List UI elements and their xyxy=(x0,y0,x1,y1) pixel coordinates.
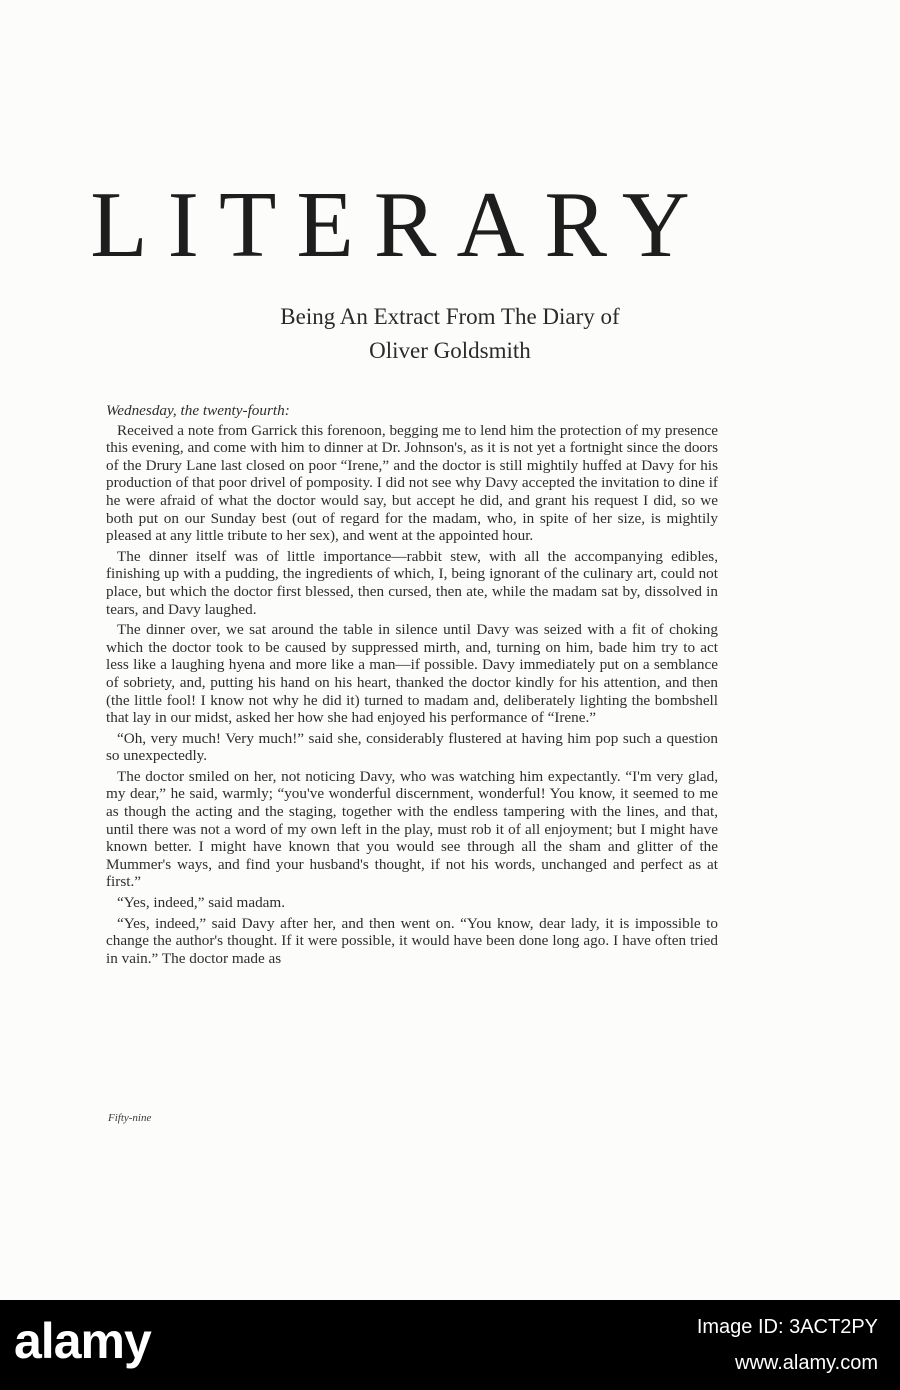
subtitle-line-2: Oliver Goldsmith xyxy=(369,338,531,363)
dateline: Wednesday, the twenty-fourth: xyxy=(106,402,290,419)
paragraph-2: The dinner itself was of little importance—rabbit stew, with all the accompanying edibles, finishing up with a pudding, the ingredients of which, I, being ignorant of the culinary art, could not place, but which the doctor first blessed, then cursed, then ate, while the madam sat by, dissolved in tears, and Davy laughed. xyxy=(106,547,718,618)
paragraph-6: “Yes, indeed,” said madam. xyxy=(117,894,286,912)
paragraph-4: “Oh, very much! Very much!” said she, considerably flustered at having him pop such a question so unexpectedly. xyxy=(106,729,718,765)
alamy-logo: alamy xyxy=(14,1313,151,1369)
paragraph-7: “Yes, indeed,” said Davy after her, and then went on. “You know, dear lady, it is impossible to change the author's thought. If it were possible, it would have been done long ago. I have often tried in vain.” The doctor made as xyxy=(106,914,718,967)
subtitle xyxy=(90,300,810,368)
paragraph-5: The doctor smiled on her, not noticing Davy, who was watching him expectantly. “I'm very glad, my dear,” he said, warmly; “you've wonderful discernment, wonderful! You know, it seemed to me as though the acting and the staging, together with the endless tampering with the lines, and that, until there was not a word of my own left in the play, must rob it of all enjoyment; but I might have known better. I might have known that you would see through all the sham and glitter of the Mummer's ways, and find your husband's thought, if not his words, unchanged and perfect as at first.” xyxy=(106,767,718,891)
article-body xyxy=(106,402,718,970)
page-number: Fifty-nine xyxy=(108,1112,152,1124)
site-url: www.alamy.com xyxy=(735,1352,878,1374)
page-title: LITERARY xyxy=(90,173,710,277)
subtitle-line-1: Being An Extract From The Diary of xyxy=(280,304,620,329)
paragraph-3: The dinner over, we sat around the table in silence until Davy was seized with a fit of choking which the doctor took to be caused by suppressed mirth, and, turning on him, bade him try to act less like a laughing hyena and more like a man—if possible. Davy immediately put on a semblance of sobriety, and, putting his hand on his heart, thanked the doctor kindly for his attention, and then (the little fool! I know not why he did it) turned to madam and, deliberately lighting the bombshell that lay in our midst, asked her how she had enjoyed his performance of “Irene.” xyxy=(106,621,718,727)
image-id-label: Image ID: 3ACT2PY xyxy=(696,1316,878,1338)
watermark-footer xyxy=(0,1300,900,1390)
paragraph-1: Received a note from Garrick this forenoon, begging me to lend him the protection of my presence this evening, and come with him to dinner at Dr. Johnson's, as it is not yet a fortnight since the doors of the Drury Lane last closed on poor “Irene,” and the doctor is still mightily huffed at Davy for his production of that poor drivel of pomposity. I did not see why Davy accepted the invitation to dine if he were afraid of what the doctor would say, but accept he did, and grant his request I did, so we both put on our Sunday best (out of regard for the madam, who, in spite of her size, is mightily pleased at any little tribute to her sex), and went at the appointed hour. xyxy=(106,421,718,545)
